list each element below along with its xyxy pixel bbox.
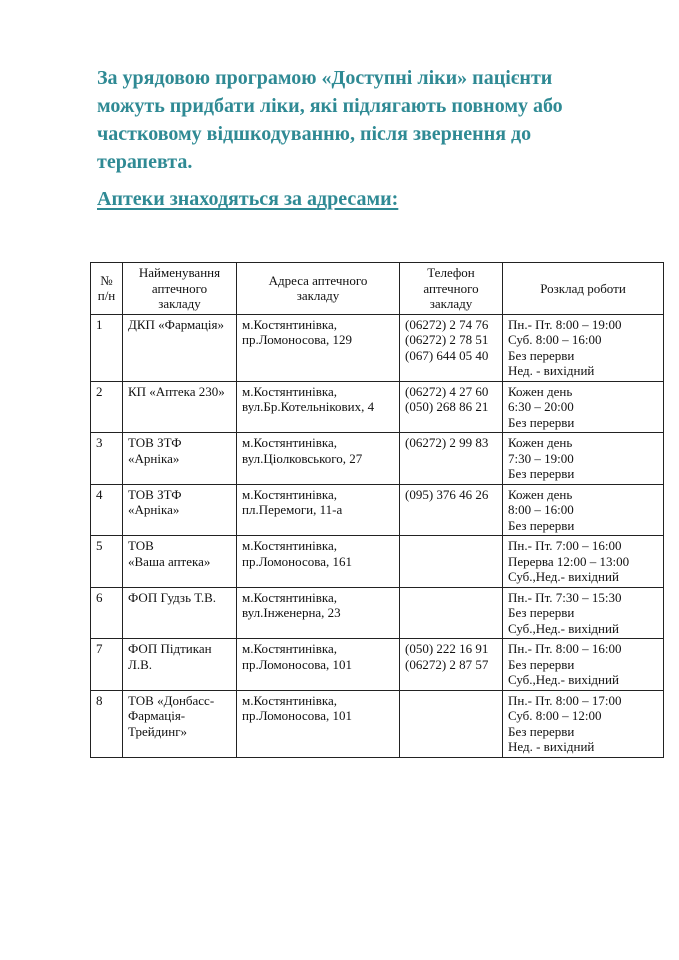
table-row bbox=[91, 690, 664, 757]
row-phone: (06272) 2 74 76 (06272) 2 78 51 (067) 644 05 40 bbox=[400, 314, 503, 381]
row-schedule: Пн.- Пт. 8:00 – 17:00 Суб. 8:00 – 12:00 Без перерви Нед. - вихідний bbox=[503, 690, 664, 757]
table-row bbox=[91, 639, 664, 691]
row-num: 6 bbox=[91, 587, 123, 639]
row-num: 8 bbox=[91, 690, 123, 757]
heading-line: частковому відшкодуванню, після звернення до bbox=[97, 123, 532, 145]
row-address: м.Костянтинівка, вул.Інженерна, 23 bbox=[237, 587, 400, 639]
row-phone: (050) 222 16 91 (06272) 2 87 57 bbox=[400, 639, 503, 691]
row-schedule: Пн.- Пт. 7:00 – 16:00 Перерва 12:00 – 13:00 Суб.,Нед.- вихідний bbox=[503, 536, 664, 588]
row-schedule: Пн.- Пт. 7:30 – 15:30 Без перерви Суб.,Нед.- вихідний bbox=[503, 587, 664, 639]
row-num: 2 bbox=[91, 381, 123, 433]
row-phone: (06272) 4 27 60 (050) 268 86 21 bbox=[400, 381, 503, 433]
col-header-schedule: Розклад роботи bbox=[503, 263, 664, 315]
heading-line: можуть придбати ліки, які підлягають повному або bbox=[97, 95, 563, 117]
table-row bbox=[91, 484, 664, 536]
row-address: м.Костянтинівка, вул.Ціолковського, 27 bbox=[237, 433, 400, 485]
heading-line: За урядовою програмою «Доступні ліки» пацієнти bbox=[97, 67, 553, 89]
row-name: ДКП «Фармація» bbox=[123, 314, 237, 381]
table-header-row bbox=[91, 263, 664, 315]
row-phone bbox=[400, 587, 503, 639]
col-header-name: Найменування аптечного закладу bbox=[123, 263, 237, 315]
row-schedule: Кожен день 7:30 – 19:00 Без перерви bbox=[503, 433, 664, 485]
row-phone: (06272) 2 99 83 bbox=[400, 433, 503, 485]
row-num: 5 bbox=[91, 536, 123, 588]
heading-line: терапевта. bbox=[97, 151, 193, 173]
row-address: м.Костянтинівка, пр.Ломоносова, 101 bbox=[237, 639, 400, 691]
row-address: м.Костянтинівка, пр.Ломоносова, 161 bbox=[237, 536, 400, 588]
addresses-subheading: Аптеки знаходяться за адресами: bbox=[97, 188, 399, 210]
row-address: м.Костянтинівка, пр.Ломоносова, 129 bbox=[237, 314, 400, 381]
row-num: 4 bbox=[91, 484, 123, 536]
row-phone bbox=[400, 690, 503, 757]
row-name: ТОВ ЗТФ «Арніка» bbox=[123, 484, 237, 536]
col-header-address: Адреса аптечного закладу bbox=[237, 263, 400, 315]
row-schedule: Кожен день 8:00 – 16:00 Без перерви bbox=[503, 484, 664, 536]
table-row bbox=[91, 536, 664, 588]
row-phone bbox=[400, 536, 503, 588]
col-header-num: № п/н bbox=[91, 263, 123, 315]
row-phone: (095) 376 46 26 bbox=[400, 484, 503, 536]
row-name: ФОП Підтикан Л.В. bbox=[123, 639, 237, 691]
row-name: ФОП Гудзь Т.В. bbox=[123, 587, 237, 639]
table-row bbox=[91, 381, 664, 433]
row-schedule: Кожен день 6:30 – 20:00 Без перерви bbox=[503, 381, 664, 433]
table-row bbox=[91, 433, 664, 485]
table-row bbox=[91, 587, 664, 639]
pharmacies-table bbox=[90, 262, 664, 758]
row-address: м.Костянтинівка, вул.Бр.Котельнікових, 4 bbox=[237, 381, 400, 433]
row-num: 1 bbox=[91, 314, 123, 381]
row-address: м.Костянтинівка, пл.Перемоги, 11-а bbox=[237, 484, 400, 536]
row-schedule: Пн.- Пт. 8:00 – 19:00 Суб. 8:00 – 16:00 Без перерви Нед. - вихідний bbox=[503, 314, 664, 381]
row-name: ТОВ «Донбасс- Фармація- Трейдинг» bbox=[123, 690, 237, 757]
row-num: 3 bbox=[91, 433, 123, 485]
page-heading bbox=[97, 64, 617, 176]
row-name: ТОВ ЗТФ «Арніка» bbox=[123, 433, 237, 485]
row-address: м.Костянтинівка, пр.Ломоносова, 101 bbox=[237, 690, 400, 757]
row-schedule: Пн.- Пт. 8:00 – 16:00 Без перерви Суб.,Нед.- вихідний bbox=[503, 639, 664, 691]
table-row bbox=[91, 314, 664, 381]
row-name: ТОВ «Ваша аптека» bbox=[123, 536, 237, 588]
row-num: 7 bbox=[91, 639, 123, 691]
col-header-phone: Телефон аптечного закладу bbox=[400, 263, 503, 315]
row-name: КП «Аптека 230» bbox=[123, 381, 237, 433]
